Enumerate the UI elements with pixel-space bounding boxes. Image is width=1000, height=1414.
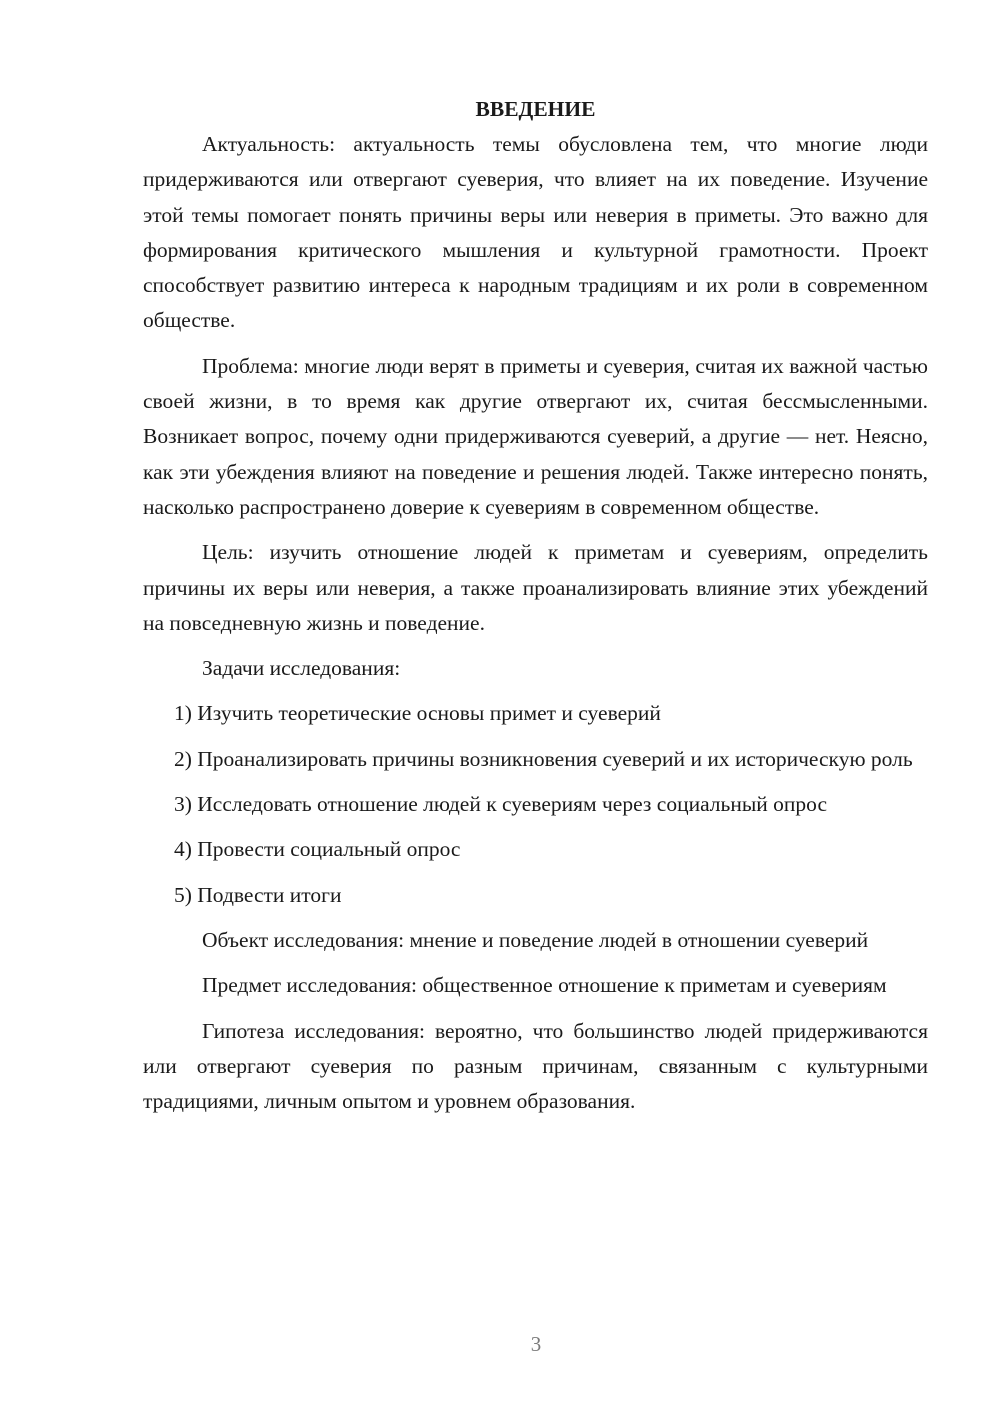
document-page (143, 92, 928, 1119)
task-item-2: 2) Проанализировать причины возникновения суеверий и их историческую роль (174, 746, 913, 771)
problem-paragraph: Проблема: многие люди верят в приметы и суеверия, считая их важной частью своей жизни, в то время как другие отвергают их, считая бессмысленными. Возникает вопрос, почему одни придерживаются суеверий, а другие — нет. Неясно, как эти убеждения влияют на поведение и решения людей. Также интересно понять, насколько распространено доверие к суевериям в современном обществе. (143, 353, 928, 519)
object-paragraph: Объект исследования: мнение и поведение людей в отношении суеверий (202, 927, 869, 952)
task-item-4: 4) Провести социальный опрос (174, 837, 461, 862)
hypothesis-paragraph: Гипотеза исследования: вероятно, что большинство людей придерживаются или отвергают суеверия по разным причинам, связанным с культурными традициями, личным опытом и уровнем образования. (143, 1018, 928, 1114)
subject-paragraph: Предмет исследования: общественное отношение к приметам и суевериям (202, 973, 887, 998)
task-item-3: 3) Исследовать отношение людей к суевериям через социальный опрос (174, 792, 828, 817)
page-number: 3 (530, 1332, 542, 1356)
task-item-5: 5) Подвести итоги (174, 882, 342, 907)
tasks-heading: Задачи исследования: (202, 656, 401, 681)
task-item-1: 1) Изучить теоретические основы примет и суеверий (174, 701, 661, 726)
goal-paragraph: Цель: изучить отношение людей к приметам и суевериям, определить причины их веры или неверия, а также проанализировать влияние этих убеждений на повседневную жизнь и поведение. (143, 540, 928, 635)
relevance-paragraph: Актуальность: актуальность темы обусловлена тем, что многие люди придерживаются или отвергают суеверия, что влияет на их поведение. Изучение этой темы помогает понять причины веры или неверия в приметы. Это важно для формирования критического мышления и культурной грамотности. Проект способствует развитию интереса к народным традициям и их роли в современном обществе. (143, 132, 928, 333)
section-title: ВВЕДЕНИЕ (475, 97, 596, 121)
